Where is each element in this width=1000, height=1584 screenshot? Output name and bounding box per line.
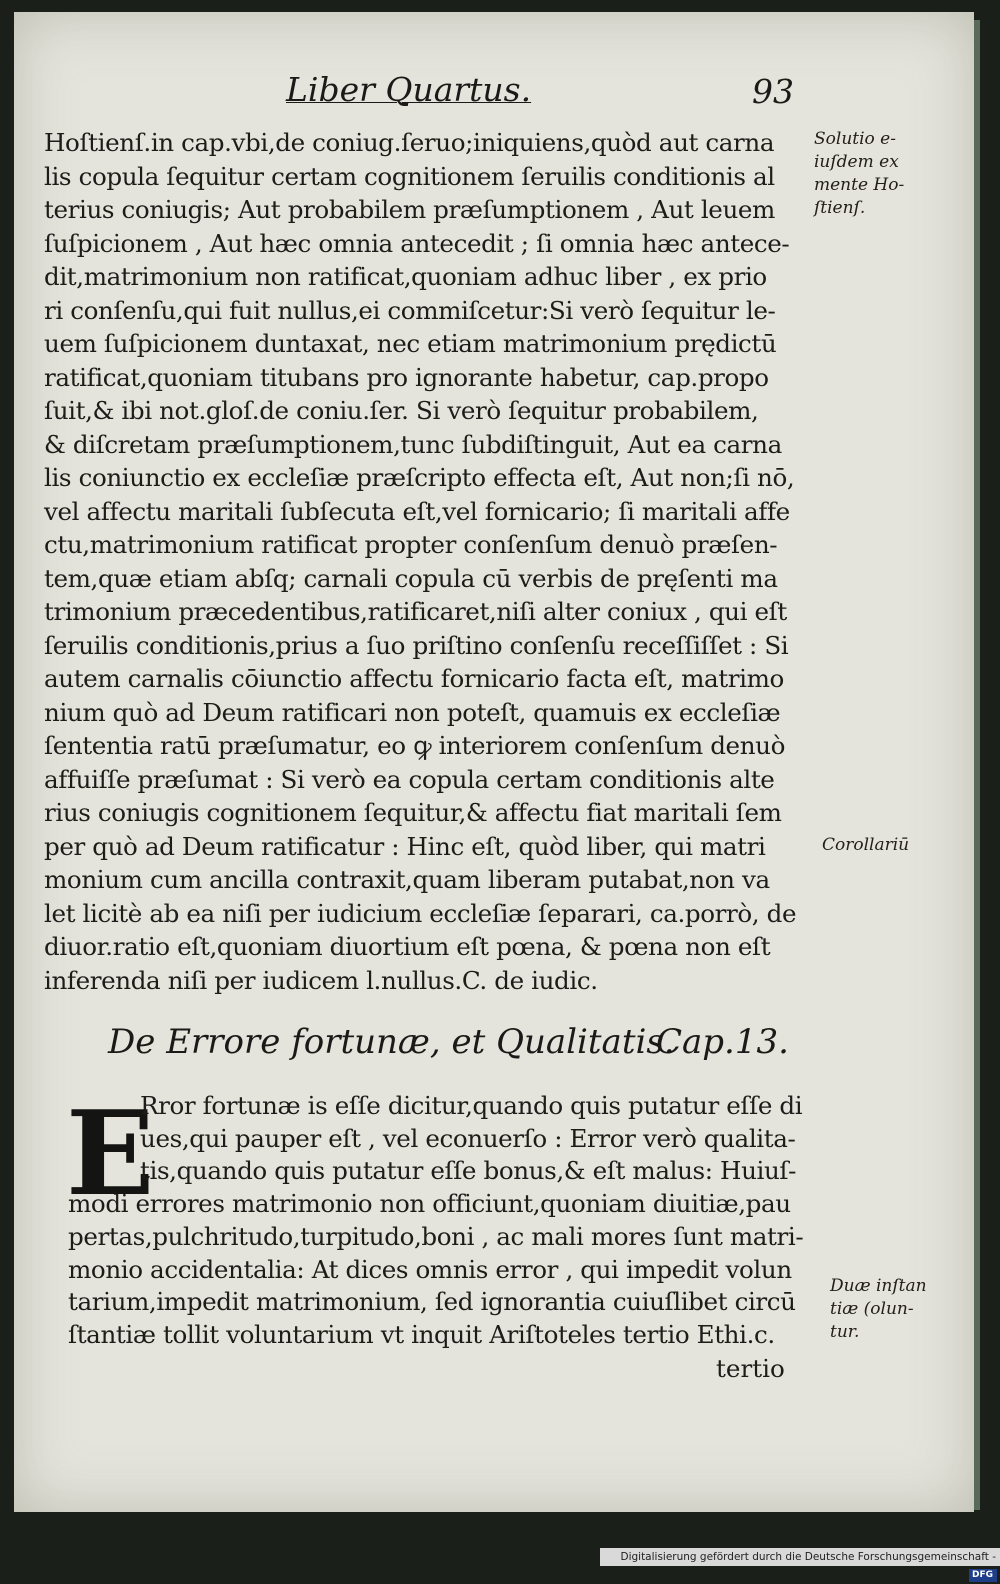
text-line: lis copula ſequitur certam cognitionem ſeruilis conditionis al (44, 161, 775, 191)
marginal-line: mente Ho- (814, 175, 905, 195)
text-line: terius coniugis; Aut probabilem præſumptionem , Aut leuem (44, 195, 775, 224)
running-header-title: Liber Quartus. (286, 70, 532, 109)
text-line: & diſcretam præſumptionem,tunc ſubdiſtinguit, Aut ea carna (44, 429, 782, 459)
marginal-note-corollarium (822, 834, 942, 857)
catchword: tertio (716, 1354, 785, 1383)
text-line: lis coniunctio ex eccleſiæ præſcripto effecta eſt, Aut non;ſi nō, (44, 463, 795, 492)
text-line: ues,qui pauper eſt , vel econuerſo : Error verò qualita- (140, 1123, 796, 1153)
text-line: ſententia ratū præſumatur, eo ꝙ interiorem conſenſum denuò (44, 731, 785, 760)
chapter-title: De Errore fortunæ, et Qualitatis. (108, 1022, 675, 1062)
text-line: ſeruilis conditionis,prius a ſuo priſtino conſenſu receſſiſſet : Si (44, 630, 789, 660)
chapter-number: Cap.13. (656, 1022, 789, 1062)
marginal-line: tur. (830, 1322, 860, 1342)
credit-text: Digitalisierung gefördert durch die Deutsche Forschungsgemeinschaft - (620, 1551, 996, 1563)
text-line: rius coniugis cognitionem ſequitur,& affectu fiat maritali ſem (44, 798, 782, 827)
main-text-block (44, 126, 814, 997)
text-line: per quò ad Deum ratificatur : Hinc eſt, quòd liber, qui matri (44, 831, 766, 861)
marginal-line: Duæ inſtan (830, 1276, 927, 1296)
marginal-note-solutio (814, 128, 934, 220)
text-line: inferenda niſi per iudicem l.nullus.C. de iudic. (44, 965, 598, 995)
text-line: ctu,matrimonium ratificat propter conſenſum denuò præſen- (44, 530, 778, 559)
text-line: let licitè ab ea niſi per iudicium eccleſiæ ſeparari, ca.porrò, de (44, 898, 797, 928)
text-line: ſuſpicionem , Aut hæc omnia antecedit ; ſi omnia hæc antece- (44, 228, 790, 258)
page-number: 93 (752, 72, 794, 111)
text-line: tem,quæ etiam abſq; carnali copula cū verbis de pręſenti ma (44, 563, 778, 593)
marginal-line: iuſdem ex (814, 152, 899, 172)
text-line: monium cum ancilla contraxit,quam liberam putabat,non va (44, 865, 770, 894)
text-line: modi errores matrimonio non officiunt,quoniam diuitiæ,pau (68, 1189, 791, 1219)
text-line: uem ſuſpicionem duntaxat, nec etiam matrimonium prędictū (44, 329, 777, 358)
section-text-block (66, 1086, 828, 1352)
text-line: affuiſſe præſumat : Si verò ea copula certam conditionis alte (44, 764, 775, 794)
text-line: trimonium præcedentibus,ratificaret,niſi alter coniux , qui eſt (44, 597, 787, 626)
digitization-credit-bar (600, 1548, 1000, 1580)
marginal-line: Solutio e- (814, 129, 896, 149)
text-line: dit,matrimonium non ratificat,quoniam adhuc liber , ex prio (44, 262, 767, 291)
text-line: autem carnalis cōiunctio affectu fornicario facta eſt, matrimo (44, 664, 784, 693)
dfg-logo: DFG (969, 1569, 997, 1582)
text-line: diuor.ratio eſt,quoniam diuortium eſt pœna, & pœna non eſt (44, 932, 771, 961)
text-line: ſtantiæ tollit voluntarium vt inquit Ariſtoteles tertio Ethi.c. (68, 1319, 775, 1349)
marginal-line: tiæ (olun- (830, 1299, 914, 1319)
drop-cap-initial: E (66, 1086, 155, 1222)
text-line: ri conſenſu,qui fuit nullus,ei commiſcetur:Si verò ſequitur le- (44, 295, 776, 325)
text-line: pertas,pulchritudo,turpitudo,boni , ac mali mores ſunt matri- (68, 1221, 804, 1251)
text-line: vel affectu maritali ſubſecuta eſt,vel fornicario; ſi maritali affe (44, 496, 790, 526)
text-line: Rror fortunæ is eſſe dicitur,quando quis putatur eſſe di (140, 1091, 803, 1120)
text-line: tis,quando quis putatur eſſe bonus,& eſt malus: Huiuſ- (140, 1156, 797, 1186)
text-line: ſuit,& ibi not.gloſ.de coniu.ſer. Si verò ſequitur probabilem, (44, 396, 759, 425)
marginal-note-instantiae (830, 1275, 940, 1344)
text-line: ratificat,quoniam titubans pro ignorante habetur, cap.propo (44, 362, 769, 392)
text-line: nium quò ad Deum ratificari non poteſt, quamuis ex eccleſiæ (44, 697, 781, 727)
marginal-line: ſtienſ. (814, 198, 866, 218)
text-line: tarium,impedit matrimonium, ſed ignorantia cuiuſlibet circū (68, 1287, 796, 1317)
text-line: Hoſtienſ.in cap.vbi,de coniug.ſeruo;iniquiens,quòd aut carna (44, 128, 775, 157)
page-edge (974, 20, 980, 1510)
text-line: monio accidentalia: At dices omnis error , qui impedit volun (68, 1254, 792, 1284)
marginal-line: Corollariū (822, 835, 910, 855)
chapter-heading (108, 1022, 808, 1062)
